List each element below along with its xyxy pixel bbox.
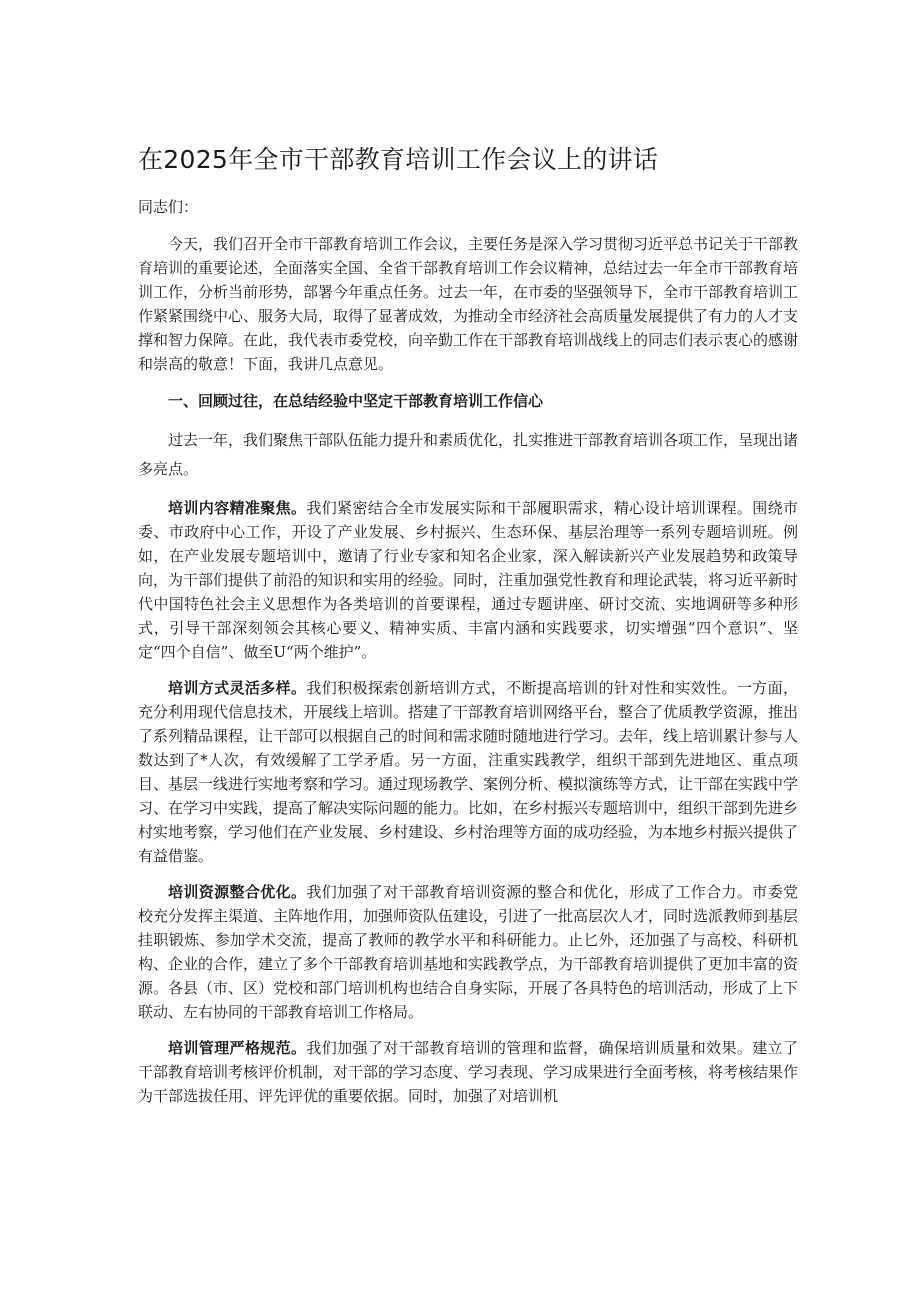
paragraph-body: 我们加强了对干部教育培训的管理和监督，确保培训质量和效果。建立了干部教育培训考核评价机制，对干部的学习态度、学习表现、学习成果进行全面考核，将考核结果作为干部选拔任用、评先评优的重要依据。同时，加强了对培训机 [138,1039,799,1105]
paragraph-lead: 培训方式灵活多样。 [168,679,307,697]
paragraph-management [138,1036,798,1108]
paragraph-lead: 培训资源整合优化。 [168,883,307,901]
paragraph-content-focus [138,496,798,664]
paragraph-body: 我们紧密结合全市发展实际和干部履职需求，精心设计培训课程。围绕市委、市政府中心工作，开设了产业发展、乡村振兴、生态环保、基层治理等一系列专题培训班。例如，在产业发展专题培训中，邀请了行业专家和知名企业家，深入解读新兴产业发展趋势和政策导向，为干部们提供了前沿的知识和实用的经验。同时，注重加强党性教育和理论武装，将习近平新时代中国特色社会主义思想作为各类培训的首要课程，通过专题讲座、研讨交流、实地调研等多种形式，引导干部深刻领会其核心要义、精神实质、丰富内涵和实践要求，切实增强“四个意识”、坚定“四个自信”、做至U“两个维护”。 [138,499,799,661]
intro-paragraph: 今天，我们召开全市干部教育培训工作会议，主要任务是深入学习贯彻习近平总书记关于干部教育培训的重要论述，全面落实全国、全省干部教育培训工作会议精神，总结过去一年全市干部教育培训工作，分析当前形势，部署今年重点任务。过去一年，在市委的坚强领导下，全市干部教育培训工作紧紧围绕中心、服务大局，取得了显著成效，为推动全市经济社会高质量发展提供了有力的人才支撑和智力保障。在此，我代表市委党校，向辛勤工作在干部教育培训战线上的同志们表示衷心的感谢和崇高的敬意！下面，我讲几点意见。 [138,235,799,373]
paragraph-lead: 培训内容精准聚焦。 [168,499,307,517]
section-intro-paragraph: 过去一年，我们聚焦干部队伍能力提升和素质优化，扎实推进干部教育培训各项工作，呈现出诸多亮点。 [138,431,799,478]
section-heading-1: 一、回顾过往，在总结经验中坚定干部教育培训工作信心 [168,392,544,410]
paragraph-resource-integration [138,880,798,1024]
paragraph-lead: 培训管理严格规范。 [168,1039,307,1057]
paragraph-body: 我们加强了对干部教育培训资源的整合和优化，形成了工作合力。市委党校充分发挥主渠道、主阵地作用，加强师资队伍建设，引进了一批高层次人才，同时选派教师到基层挂职锻炼、参加学术交流，提高了教师的教学水平和科研能力。止匕外，还加强了与高校、科研机构、企业的合作，建立了多个干部教育培训基地和实践教学点，为干部教育培训提供了更加丰富的资源。各县（市、区）党校和部门培训机构也结合自身实际，开展了各具特色的培训活动，形成了上下联动、左右协同的干部教育培训工作格局。 [138,883,799,1021]
paragraph-body: 我们积极探索创新培训方式，不断提高培训的针对性和实效性。一方面，充分利用现代信息技术，开展线上培训。搭建了干部教育培训网络平台，整合了优质教学资源，推出了系列精品课程，让干部可以根据自己的时间和需求随时随地进行学习。去年，线上培训累计参与人数达到了*人次，有效缓解了工学矛盾。另一方面，注重实践教学，组织干部到先进地区、重点项目、基层一线进行实地考察和学习。通过现场教学、案例分析、模拟演练等方式，让干部在实践中学习、在学习中实践，提高了解决实际问题的能力。比如，在乡村振兴专题培训中，组织干部到先进乡村实地考察，学习他们在产业发展、乡村建设、乡村治理等方面的成功经验，为本地乡村振兴提供了有益借鉴。 [138,679,799,865]
document-title: 在2025年全市干部教育培训工作会议上的讲话 [138,145,659,174]
paragraph-training-methods [138,676,798,868]
document-page [138,140,798,1120]
salutation: 同志们： [138,198,199,216]
